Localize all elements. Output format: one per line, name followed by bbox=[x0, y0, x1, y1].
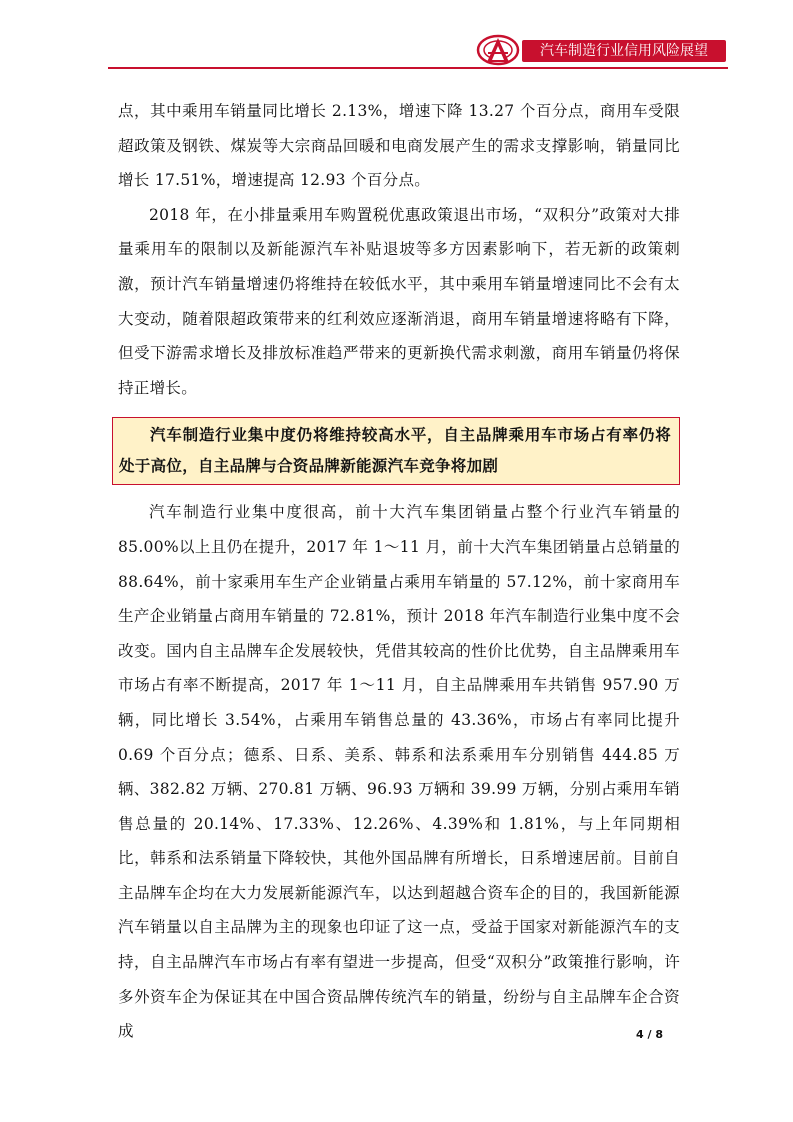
section-heading-box: 汽车制造行业集中度仍将维持较高水平，自主品牌乘用车市场占有率仍将处于高位，自主品牌与合资品牌新能源汽车竞争将加剧 bbox=[112, 417, 680, 485]
report-title-tab: 汽车制造行业信用风险展望 bbox=[522, 40, 726, 62]
page-number: 4 / 8 bbox=[636, 1028, 663, 1041]
company-logo-icon bbox=[476, 34, 520, 66]
header-divider bbox=[108, 67, 728, 69]
paragraph: 汽车制造行业集中度很高，前十大汽车集团销量占整个行业汽车销量的 85.00%以上且仍在提升，2017 年 1～11 月，前十大汽车集团销量占总销量的 88.64%，前十家乘用车生产企业销量占乘用车销量的 57.12%，前十家商用车生产企业销量占商用车销量的 72.81%，预计 2018 年汽车制造行业集中度不会改变。国内自主品牌车企发展较快，凭借其较高的性价比优势，自主品牌乘用车市场占有率不断提高，2017 年 1～11 月，自主品牌乘用车共销售 957.90 万辆，同比增长 3.54%，占乘用车销售总量的 43.36%，市场占有率同比提升 0.69 个百分点；德系、日系、美系、韩系和法系乘用车分别销售 444.85 万辆、382.82 万辆、270.81 万辆、96.93 万辆和 39.99 万辆，分别占乘用车销售总量的 20.14%、17.33%、12.26%、4.39%和 1.81%，与上年同期相比，韩系和法系销量下降较快，其他外国品牌有所增长，日系增速居前。目前自主品牌车企均在大力发展新能源汽车，以达到超越合资车企的目的，我国新能源汽车销量以自主品牌为主的现象也印证了这一点，受益于国家对新能源汽车的支持，自主品牌汽车市场占有率有望进一步提高，但受“双积分”政策推行影响，许多外资车企为保证其在中国合资品牌传统汽车的销量，纷纷与自主品牌车企合资成 bbox=[118, 503, 680, 1041]
paragraph: 点，其中乘用车销量同比增长 2.13%，增速下降 13.27 个百分点，商用车受限超政策及钢铁、煤炭等大宗商品回暖和电商发展产生的需求支撑影响，销量同比增长 17.51%，增速提高 12.93 个百分点。 bbox=[118, 102, 680, 190]
paragraph: 2018 年，在小排量乘用车购置税优惠政策退出市场，“双积分”政策对大排量乘用车的限制以及新能源汽车补贴退坡等多方因素影响下，若无新的政策刺激，预计汽车销量增速仍将维持在较低水平，其中乘用车销量增速同比不会有太大变动，随着限超政策带来的红利效应逐渐消退，商用车销量增速将略有下降，但受下游需求增长及排放标准趋严带来的更新换代需求刺激，商用车销量仍将保持正增长。 bbox=[118, 205, 680, 397]
page-header bbox=[476, 34, 726, 66]
document-body bbox=[118, 94, 680, 1049]
